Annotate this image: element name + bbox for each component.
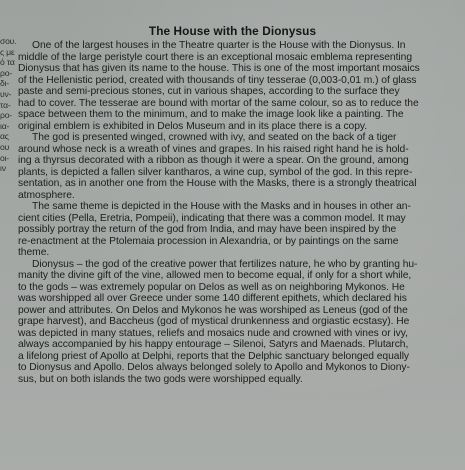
greek-line: ρο- bbox=[0, 110, 12, 121]
cropped-greek-text bbox=[0, 36, 17, 226]
greek-line: ρο- bbox=[0, 67, 12, 78]
text-line: ing a thyrsus decorated with a ribbon as though it were a spear. On the ground, among bbox=[18, 155, 409, 166]
text-line: cient cities (Pella, Eretria, Pompeii), indicating that there was a common model. It may bbox=[18, 212, 406, 224]
text-line: Dionysus that has given its name to the house. This is one of the most important mosaics bbox=[18, 63, 420, 74]
text-line: a lifelong priest of Apollo at Delphi, reports that the Delphic sanctuary belonged equally bbox=[18, 350, 410, 362]
sign-body bbox=[18, 40, 458, 385]
text-line: The same theme is depicted in the House with the Masks and in houses in other an- bbox=[32, 201, 411, 212]
text-line: power and attributes. On Delos and Mykonos he was worshiped as Leneus (god of the bbox=[18, 304, 408, 316]
text-line: One of the largest houses in the Theatre quarter is the House with the Dionysus. In bbox=[32, 40, 406, 51]
greek-line: ας bbox=[0, 131, 9, 142]
greek-line: οι- bbox=[0, 152, 9, 163]
text-line: atmosphere. bbox=[18, 189, 75, 201]
text-line: original emblem is exhibited in Delos Museum and in its place there is a copy. bbox=[18, 120, 368, 132]
text-line: was depicted in many statues, reliefs and mosaics nude and crowned with vines or ivy, bbox=[18, 327, 408, 339]
sign-title: The House with the Dionysus bbox=[148, 24, 317, 38]
greek-line: σου. bbox=[0, 36, 17, 46]
greek-line: δι- bbox=[0, 78, 9, 89]
greek-line: ό τα bbox=[0, 57, 15, 68]
text-line: manity the divine gift of the vine, allowed men to become equal, if only for a short while, bbox=[18, 270, 412, 281]
text-line: plants, is depicted a fallen silver kantharos, a wine cup, symbol of the god. In this repre- bbox=[18, 166, 413, 178]
greek-line: ς με bbox=[0, 46, 15, 57]
greek-line: τα- bbox=[0, 99, 11, 110]
text-line: sentation, as in another one from the House with the Masks, there is a strongly theatrical bbox=[18, 178, 417, 189]
text-line: sus, but on both islands the two gods were worshipped equally. bbox=[18, 373, 303, 385]
text-line: middle of the large peristyle court there is an exceptional mosaic emblema representing bbox=[18, 51, 413, 63]
greek-line: ια- bbox=[0, 120, 10, 131]
text-line: always accompanied by his happy entourage – Silenoi, Satyrs and Maenads. Plutarch, bbox=[18, 339, 409, 350]
text-line: space between them to the minimum, and to make the image look like a painting. The bbox=[18, 109, 404, 120]
text-line: paste and semi-precious stones, cut in various shapes, according to the surface they bbox=[18, 86, 400, 97]
text-line: to the gods – was extremely popular on Delos as well as on neighboring Mykonos. He bbox=[18, 281, 405, 293]
text-line: was worshipped all over Greece under some 140 different epithets, which declared his bbox=[18, 293, 407, 304]
text-line: possibly portray the return of the god from India, and may have been inspired by the bbox=[18, 224, 397, 235]
text-line: The god is presented winged, crowned with ivy, and seated on the back of a tiger bbox=[32, 132, 397, 143]
greek-line: υν- bbox=[0, 88, 12, 99]
text-line: theme. bbox=[18, 247, 50, 258]
text-line: had to cover. The tesserae are bound with mortar of the same colour, so as to reduce the bbox=[18, 97, 419, 109]
text-line: re-enactment at the Ptolemaia procession in Alexandria, or by paintings on the same bbox=[18, 235, 399, 247]
text-line: Dionysus – the god of the creative power that fertilizes nature, he who by granting hu- bbox=[32, 258, 418, 270]
text-line: around whose neck is a wreath of vines and grapes. In his raised right hand he is hold- bbox=[18, 143, 409, 155]
text-line: grape harvest), and Baccheus (god of mystical drunkenness and orgiastic ecstasy). He bbox=[18, 316, 410, 327]
greek-line: ιν bbox=[0, 163, 6, 174]
text-line: of the Hellenistic period, created with thousands of tiny tesserae (0,003-0,01 m.) of glass bbox=[18, 74, 417, 86]
text-line: to Dionysus and Apollo. Delos always belonged solely to Apollo and Mykonos to Diony- bbox=[18, 362, 410, 373]
greek-line: ου bbox=[0, 141, 10, 152]
